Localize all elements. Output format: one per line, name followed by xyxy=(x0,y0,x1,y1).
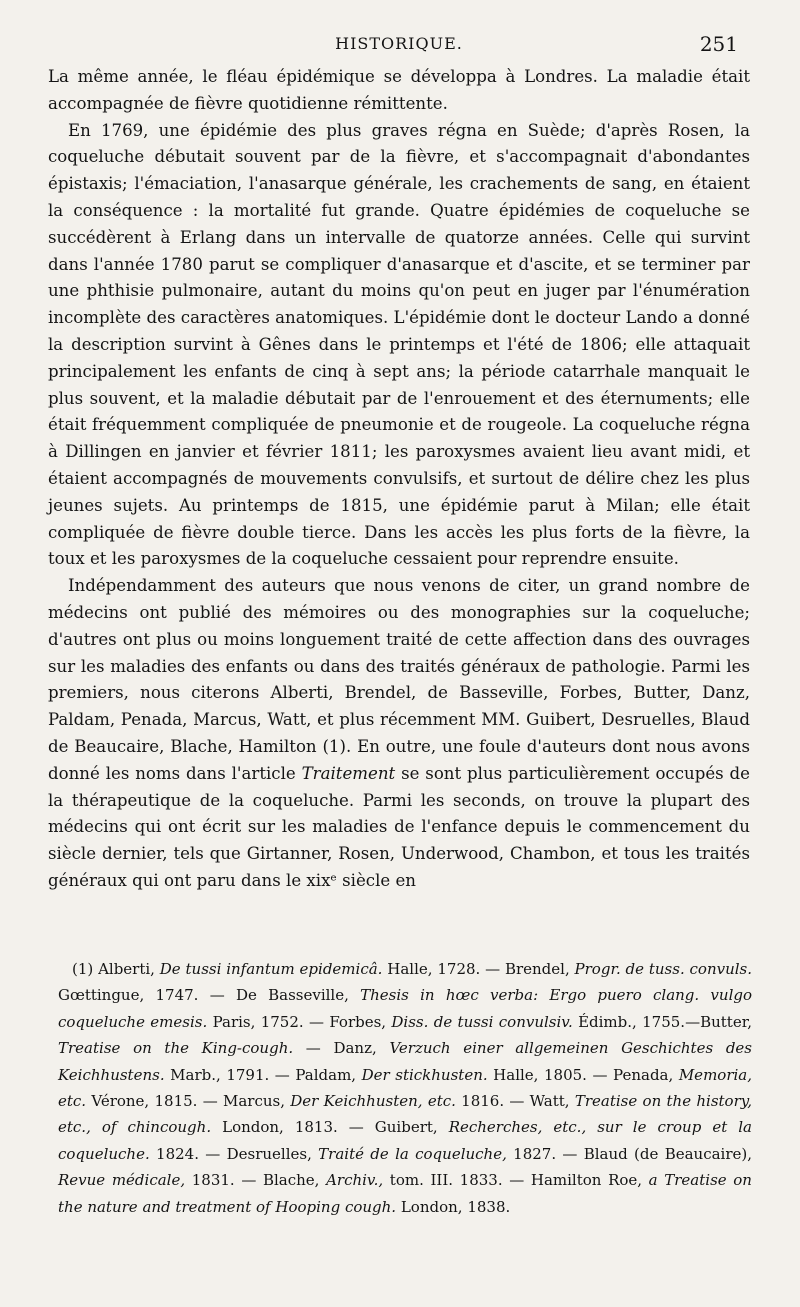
footnote-citation-title: Der Keichhusten, etc. xyxy=(290,1092,456,1111)
footnote-citation-title: Memoria, etc. xyxy=(58,1065,752,1111)
footnote-citation-title: De tussi infantum epidemicâ. xyxy=(159,960,383,978)
footnote-citation-text: Édimb., 1755.—Butter, xyxy=(572,1012,752,1031)
footnote-citation-text: Alberti, xyxy=(98,960,160,978)
page-number: 251 xyxy=(699,32,738,56)
page-header xyxy=(48,32,750,60)
footnote-citation-text: London, 1813. — Guibert, xyxy=(211,1118,449,1137)
footnote-citation-title: Archiv., xyxy=(326,1171,384,1190)
footnote-citation-text: — Danz, xyxy=(293,1039,390,1058)
paragraph-3-text-b: se sont plus particulièrement occupés de la thérapeutique de la coqueluche. Parmi les seconds, on trouve la plupart des médecins qui ont écrit sur les maladies de l'enfance depuis le commencement du siècle dernier, tels que Girtanner, Rosen, Underwood, Chambon, et tous les traités généraux qui ont paru dans le xixᵉ siècle en xyxy=(48,763,750,890)
paragraph-1: La même année, le fléau épidémique se développa à Londres. La maladie était accompagnée de fièvre quotidienne rémittente. xyxy=(48,67,750,113)
footnote-citation-text: Halle, 1805. — Penada, xyxy=(487,1065,679,1084)
paragraph-3 xyxy=(48,573,750,895)
footnote-citation-title: Revue médicale, xyxy=(58,1171,186,1190)
paragraph-3-text-a: Indépendamment des auteurs que nous venons de citer, un grand nombre de médecins ont publié des mémoires ou des monographies sur la coqueluche; d'autres ont plus ou moins longuement traité de cette affection dans des ouvrages sur les maladies des enfants ou dans des traités généraux de pathologie. Parmi les premiers, nous citerons Alberti, Brendel, de Basseville, Forbes, Butter, Danz, Paldam, Penada, Marcus, Watt, et plus récemment MM. Guibert, Desruelles, Blaud de Beaucaire, Blache, Hamilton (1). En outre, une foule d'auteurs dont nous avons donné les noms dans l'article xyxy=(48,576,750,783)
footnote-citation-text: 1831. — Blache, xyxy=(185,1171,327,1190)
footnote-citation-title: a Treatise on the nature and treatment of Hooping cough. xyxy=(58,1171,752,1216)
footnote-citation-text: London, 1838. xyxy=(396,1197,511,1216)
footnote-1 xyxy=(58,956,752,1220)
paragraph-3-italic: Traitement xyxy=(301,763,396,783)
running-head: HISTORIQUE. xyxy=(335,34,463,53)
footnote-citation-title: Traité de la coqueluche, xyxy=(318,1144,507,1163)
footnote-citation-title: Verzuch einer allgemeinen Geschichtes des Keichhustens. xyxy=(58,1039,752,1084)
footnote-citation-title: Treatise on the history, etc., of chincough. xyxy=(58,1092,752,1137)
footnote-citation-title: Der stickhusten. xyxy=(361,1065,488,1084)
footnote-citation-title: Thesis in hœc verba: Ergo puero clang. vulgo coqueluche emesis. xyxy=(58,986,752,1031)
footnote-citation-text: 1816. — Watt, xyxy=(455,1092,575,1111)
footnote-citation-text: Halle, 1728. — Brendel, xyxy=(382,960,575,978)
paragraph-2: En 1769, une épidémie des plus graves régna en Suède; d'après Rosen, la coqueluche débutait souvent par de la fièvre, et s'accompagnait d'abondantes épistaxis; l'émaciation, l'anasarque générale, les crachements de sang, en étaient la conséquence : la mortalité fut grande. Quatre épidémies de coqueluche se succédèrent à Erlang dans un intervalle de quatorze années. Celle qui survint dans l'année 1780 parut se compliquer d'anasarque et d'ascite, et se terminer par une phthisie pulmonaire, autant du moins qu'on peut en juger par l'énumération incomplète des caractères anatomiques. L'épidémie dont le docteur Lando a donné la description survint à Gênes dans le printemps et l'été de 1806; elle attaquait principalement les enfants de cinq à sept ans; la période catarrhale manquait le plus souvent, et la maladie débutait par de l'enrouement et des éternuments; elle était fréquemment compliquée de pneumonie et de rougeole. La coqueluche régna à Dillingen en janvier et février 1811; les paroxysmes avaient lieu avant midi, et étaient accompagnés de mouvements convulsifs, et surtout de délire chez les plus jeunes sujets. Au printemps de 1815, une épidémie parut à Milan; elle était compliquée de fièvre double tierce. Dans les accès les plus forts de la fièvre, la toux et les paroxysmes de la coqueluche cessaient pour reprendre ensuite. xyxy=(48,120,750,569)
main-text xyxy=(48,64,750,895)
footnote-citation-text: 1824. — Desruelles, xyxy=(149,1144,319,1163)
footnotes xyxy=(58,956,752,1220)
footnote-citation-text: Vérone, 1815. — Marcus, xyxy=(86,1092,291,1111)
footnote-citation-title: Treatise on the King-cough. xyxy=(58,1039,294,1058)
footnote-citation-title: Diss. de tussi convulsiv. xyxy=(391,1012,573,1031)
footnote-citation-text: Gœttingue, 1747. — De Basseville, xyxy=(58,986,361,1005)
footnote-citation-title: Progr. de tuss. convuls. xyxy=(574,960,753,978)
footnote-marker: (1) xyxy=(72,960,99,978)
footnote-citation-title: Recherches, etc., sur le croup et la coqueluche. xyxy=(58,1118,752,1163)
footnote-citation-text: Paris, 1752. — Forbes, xyxy=(207,1012,392,1031)
footnote-citation-text: 1827. — Blaud (de Beaucaire), xyxy=(506,1144,753,1163)
footnote-citation-text: Marb., 1791. — Paldam, xyxy=(164,1065,362,1084)
footnote-citation-text: tom. III. 1833. — Hamilton Roe, xyxy=(383,1171,649,1190)
